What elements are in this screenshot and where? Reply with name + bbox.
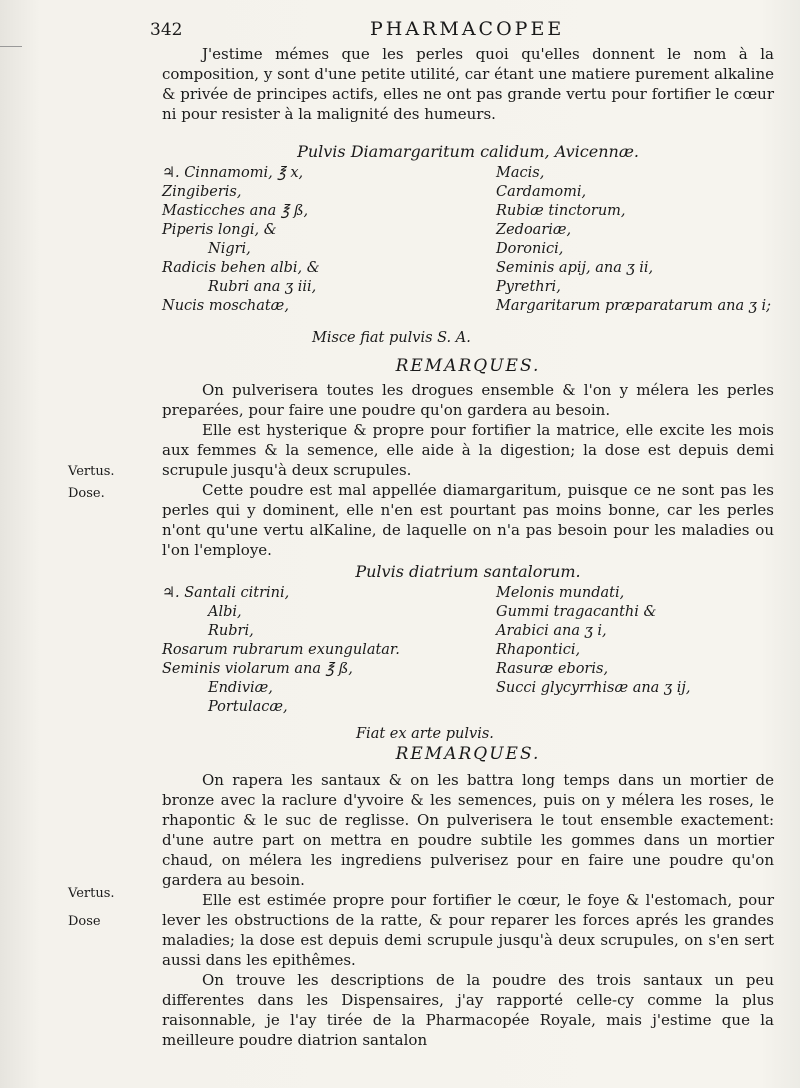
recipe1-ingredient: Pyrethri, [496,279,561,295]
recipe1-ingredient: Nucis moschatæ, [162,298,289,314]
recipe1-ingredient: ♃. Cinnamomi, ℥ x, [162,165,304,181]
recipe2-ingredient: ♃. Santali citrini, [162,585,290,601]
page-header [150,18,790,42]
margin-rule [0,46,22,47]
recipe1-ingredient: Margaritarum præparatarum ana ʒ i; [496,298,772,314]
margin-note-vertus: Vertus. [68,464,115,479]
recipe2-ingredient: Seminis violarum ana ℥ ß, [162,661,353,677]
recipe2-right-column [496,584,776,698]
margin-note-dose: Dose. [68,486,105,501]
recipe2-ingredient: Rhapontici, [496,642,581,658]
recipe2-title: Pulvis diatrium santalorum. [355,562,581,581]
remarques2-paragraph: On rapera les santaux & on les battra long temps dans un mortier de bronze avec la raclure d'yvoire & les semences, puis on y mélera les roses, le rhapontic & le suc de reglisse. On pulverisera le tout ensemble exactement: d'une autre part on mettra en poudre subtile les gommes dans un mortier chaud, on mélera les ingrediens pulverisez pour en faire une poudre qu'on gardera au besoin. [162,771,774,889]
recipe2-ingredient: Melonis mundati, [496,585,625,601]
recipe1-right-column [496,164,776,316]
recipe2-ingredients [162,584,774,724]
recipe1-title: Pulvis Diamargaritum calidum, Avicennæ. [297,142,639,161]
margin-note-dose: Dose [68,914,101,929]
remarques1-paragraph: Elle est hysterique & propre pour fortifier la matrice, elle excite les mois aux femmes & la semence, elle aide à la digestion; la dose est depuis demi scrupule jusqu'à deux scrupules. [162,421,774,479]
recipe1-ingredient: Doronici, [496,241,564,257]
recipe1-ingredient: Cardamomi, [496,184,587,200]
page-number: 342 [150,20,183,40]
remarques1-title: REMARQUES. [395,356,541,376]
recipe1-left-column [162,164,482,316]
recipe1-ingredients [162,164,774,324]
recipe2-ingredient: Endiviæ, [208,680,273,696]
recipe2-fiat: Fiat ex arte pulvis. [356,726,494,742]
remarques2-text [162,770,774,1050]
recipe2-ingredient: Rasuræ eboris, [496,661,609,677]
recipe1-ingredient: Rubiæ tinctorum, [496,203,626,219]
recipe1-ingredient: Masticches ana ℥ ß, [162,203,309,219]
recipe2-left-column [162,584,482,717]
recipe1-ingredient: Rubri ana ʒ iii, [208,279,317,295]
recipe1-ingredient: Zedoariæ, [496,222,572,238]
recipe1-misce: Misce fiat pulvis S. A. [312,330,471,346]
intro-text: J'estime mémes que les perles quoi qu'elles donnent le nom à la composition, y sont d'une petite utilité, car étant une matiere purement alkaline & privée de principes actifs, elles ne ont pas grande vertu pour fortifier le cœur ni pour resister à la malignité des humeurs. [162,45,774,123]
recipe2-ingredient: Arabici ana ʒ i, [496,623,607,639]
remarques2-title: REMARQUES. [395,744,541,764]
remarques2-paragraph: Elle est estimée propre pour fortifier le cœur, le foye & l'estomach, pour lever les obstructions de la ratte, & pour reparer les forces aprés les grandes maladies; la dose est depuis demi scrupule jusqu'à deux scrupules, on s'en sert aussi dans les epithêmes. [162,891,774,969]
remarques1-paragraph: Cette poudre est mal appellée diamargaritum, puisque ce ne sont pas les perles qui y dominent, elle n'en est pourtant pas moins bonne, car les perles n'ont qu'une vertu alKaline, de laquelle on n'a pas besoin pour les maladies ou l'on l'employe. [162,481,774,559]
recipe1-ingredient: Radicis behen albi, & [162,260,320,276]
recipe1-ingredient: Piperis longi, & [162,222,277,238]
recipe2-ingredient: Rubri, [208,623,254,639]
recipe2-ingredient: Gummi tragacanthi & [496,604,657,620]
remarques1-paragraph: On pulverisera toutes les drogues ensemble & l'on y mélera les perles preparées, pour faire une poudre qu'on gardera au besoin. [162,381,774,419]
remarques2-paragraph: On trouve les descriptions de la poudre des trois santaux un peu differentes dans les Dispensaires, j'ay rapporté celle-cy comme la plus raisonnable, je l'ay tirée de la Pharmacopée Royale, mais j'estime que la meilleure poudre diatrion santalon [162,971,774,1049]
intro-paragraph [162,44,774,124]
recipe2-ingredient: Succi glycyrrhisæ ana ʒ ij, [496,680,691,696]
recipe2-ingredient: Portulacæ, [208,699,288,715]
recipe1-ingredient: Macis, [496,165,545,181]
recipe2-ingredient: Rosarum rubrarum exungulatar. [162,642,400,658]
recipe1-ingredient: Zingiberis, [162,184,242,200]
recipe2-ingredient: Albi, [208,604,242,620]
margin-note-vertus: Vertus. [68,886,115,901]
running-title: PHARMACOPEE [370,18,565,40]
recipe1-ingredient: Nigri, [208,241,251,257]
remarques1-text [162,380,774,560]
recipe1-ingredient: Seminis apij, ana ʒ ii, [496,260,654,276]
